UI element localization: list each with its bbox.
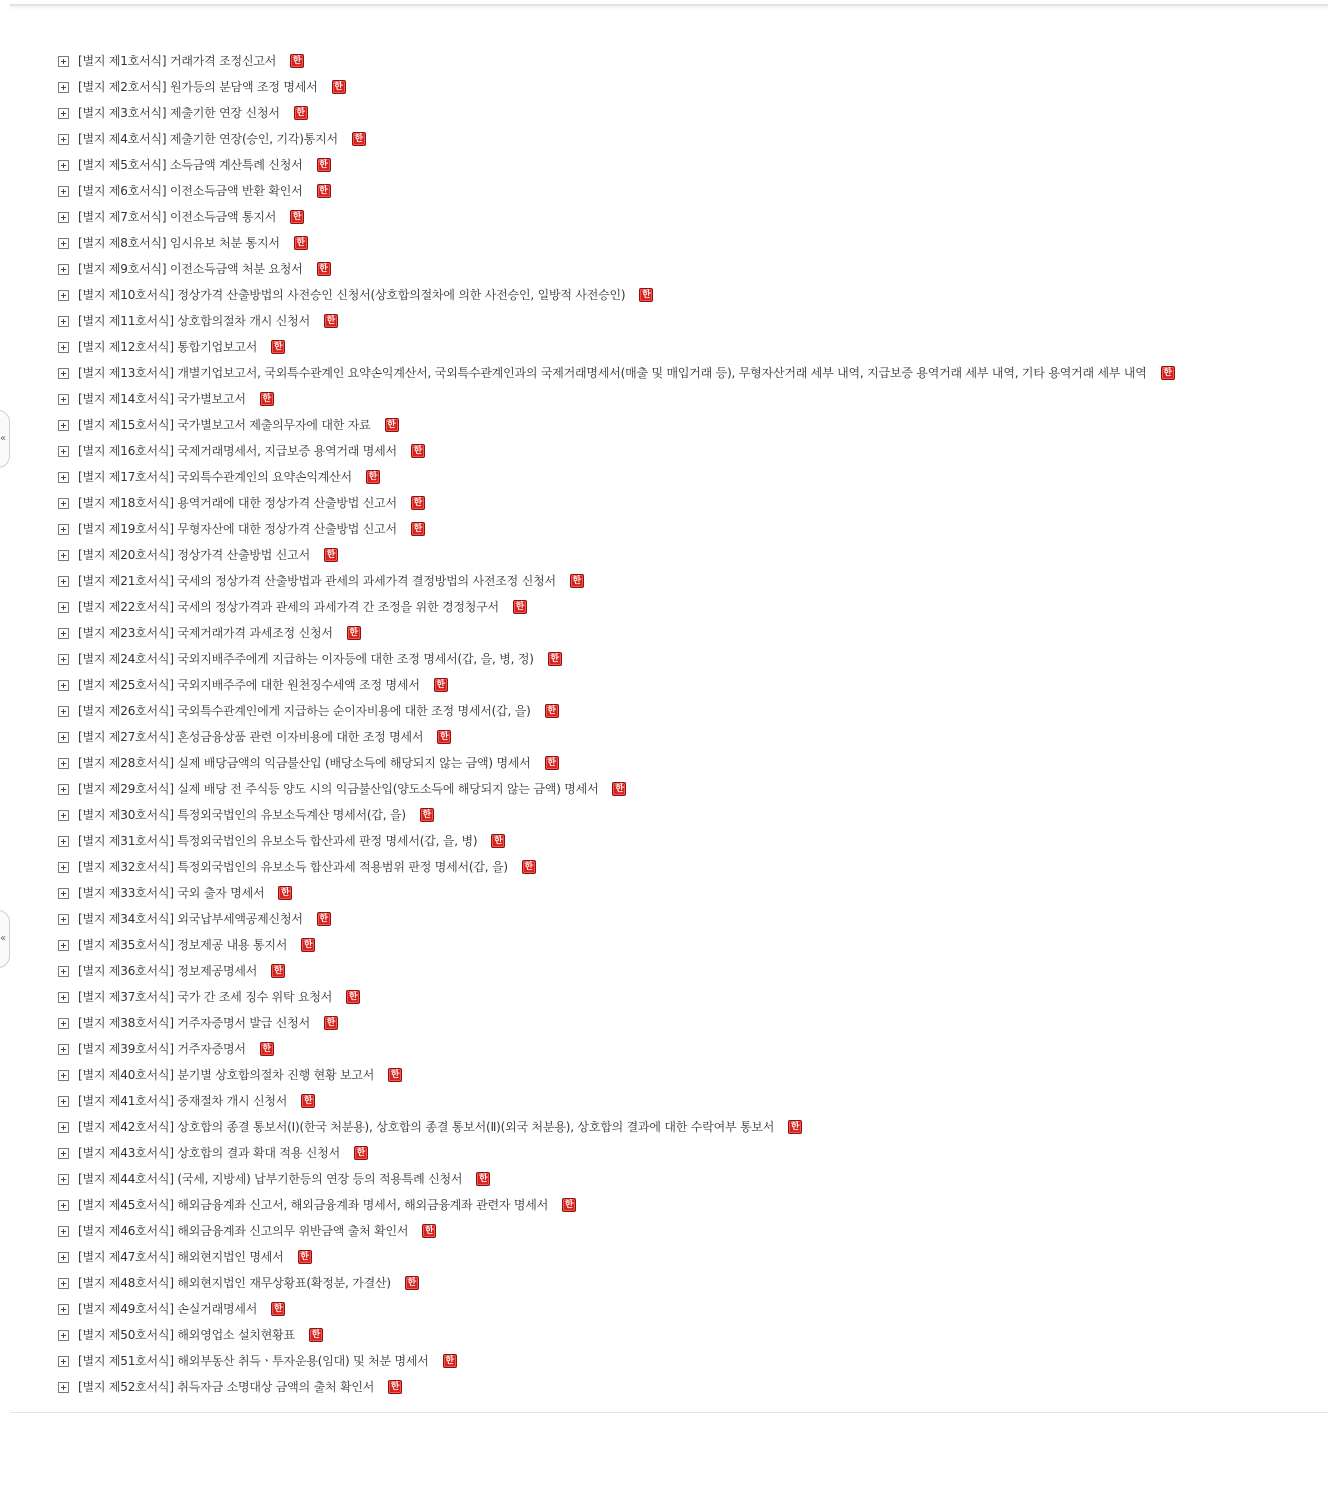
form-title-link[interactable]: [별지 제23호서식] 국제거래가격 과세조정 신청서 <box>78 626 333 640</box>
form-list-item <box>58 828 1318 854</box>
expand-plus-icon[interactable] <box>58 628 69 639</box>
form-list-item <box>58 1374 1318 1400</box>
hwp-download-icon[interactable]: 한 <box>354 1146 368 1160</box>
form-title-link[interactable]: [별지 제5호서식] 소득금액 계산특례 신청서 <box>78 158 303 172</box>
form-title-link[interactable]: [별지 제24호서식] 국외지배주주에게 지급하는 이자등에 대한 조정 명세서(갑, 을, 병, 정) <box>78 652 534 666</box>
expand-plus-icon[interactable] <box>58 1356 69 1367</box>
form-list-item <box>58 282 1318 308</box>
hwp-download-icon[interactable]: 한 <box>260 1042 274 1056</box>
hwp-download-icon[interactable]: 한 <box>437 730 451 744</box>
form-title-link[interactable]: [별지 제1호서식] 거래가격 조정신고서 <box>78 54 277 68</box>
hwp-download-icon[interactable]: 한 <box>290 54 304 68</box>
expand-plus-icon[interactable] <box>58 784 69 795</box>
form-list-item <box>58 1270 1318 1296</box>
expand-plus-icon[interactable] <box>58 238 69 249</box>
hwp-download-icon[interactable]: 한 <box>476 1172 490 1186</box>
form-list-item <box>58 750 1318 776</box>
hwp-download-icon[interactable]: 한 <box>366 470 380 484</box>
form-title-link[interactable]: [별지 제48호서식] 해외현지법인 재무상황표(확정분, 가결산) <box>78 1276 391 1290</box>
expand-plus-icon[interactable] <box>58 394 69 405</box>
hwp-download-icon[interactable]: 한 <box>317 262 331 276</box>
form-list-item <box>58 386 1318 412</box>
hwp-download-icon[interactable]: 한 <box>271 340 285 354</box>
form-list-item <box>58 178 1318 204</box>
expand-plus-icon[interactable] <box>58 1070 69 1081</box>
form-title-link[interactable]: [별지 제15호서식] 국가별보고서 제출의무자에 대한 자료 <box>78 418 371 432</box>
hwp-download-icon[interactable]: 한 <box>422 1224 436 1238</box>
form-title-link[interactable]: [별지 제46호서식] 해외금융계좌 신고의무 위반금액 출처 확인서 <box>78 1224 409 1238</box>
hwp-download-icon[interactable]: 한 <box>548 652 562 666</box>
double-chevron-left-icon: « <box>0 933 7 944</box>
form-title-link[interactable]: [별지 제30호서식] 특정외국법인의 유보소득계산 명세서(갑, 을) <box>78 808 406 822</box>
form-list-item <box>58 48 1318 74</box>
form-list-item <box>58 672 1318 698</box>
expand-plus-icon[interactable] <box>58 108 69 119</box>
form-list-item <box>58 152 1318 178</box>
hwp-download-icon[interactable]: 한 <box>324 548 338 562</box>
form-title-link[interactable]: [별지 제22호서식] 국세의 정상가격과 관세의 과세가격 간 조정을 위한 경정청구서 <box>78 600 499 614</box>
form-title-link[interactable]: [별지 제10호서식] 정상가격 산출방법의 사전승인 신청서(상호합의절차에 의한 사전승인, 일방적 사전승인) <box>78 288 626 302</box>
form-title-link[interactable]: [별지 제38호서식] 거주자증명서 발급 신청서 <box>78 1016 310 1030</box>
hwp-download-icon[interactable]: 한 <box>639 288 653 302</box>
hwp-download-icon[interactable]: 한 <box>301 1094 315 1108</box>
form-title-link[interactable]: [별지 제27호서식] 혼성금융상품 관련 이자비용에 대한 조정 명세서 <box>78 730 424 744</box>
form-title-link[interactable]: [별지 제33호서식] 국외 출자 명세서 <box>78 886 265 900</box>
form-title-link[interactable]: [별지 제45호서식] 해외금융계좌 신고서, 해외금융계좌 명세서, 해외금융계좌 관련자 명세서 <box>78 1198 549 1212</box>
expand-plus-icon[interactable] <box>58 992 69 1003</box>
expand-plus-icon[interactable] <box>58 680 69 691</box>
form-list-item <box>58 74 1318 100</box>
form-title-link[interactable]: [별지 제49호서식] 손실거래명세서 <box>78 1302 258 1316</box>
expand-plus-icon[interactable] <box>58 966 69 977</box>
form-title-link[interactable]: [별지 제44호서식] (국세, 지방세) 납부기한등의 연장 등의 적용특례 신청서 <box>78 1172 463 1186</box>
expand-plus-icon[interactable] <box>58 1200 69 1211</box>
form-list-item <box>58 1010 1318 1036</box>
hwp-download-icon[interactable]: 한 <box>545 704 559 718</box>
expand-plus-icon[interactable] <box>58 1278 69 1289</box>
form-list-item <box>58 1140 1318 1166</box>
hwp-download-icon[interactable]: 한 <box>411 496 425 510</box>
form-list-item <box>58 698 1318 724</box>
expand-plus-icon[interactable] <box>58 264 69 275</box>
form-title-link[interactable]: [별지 제35호서식] 정보제공 내용 통지서 <box>78 938 288 952</box>
form-list-item <box>58 906 1318 932</box>
form-list-item <box>58 256 1318 282</box>
form-title-link[interactable]: [별지 제32호서식] 특정외국법인의 유보소득 합산과세 적용범위 판정 명세서(갑, 을) <box>78 860 508 874</box>
expand-plus-icon[interactable] <box>58 654 69 665</box>
expand-plus-icon[interactable] <box>58 1382 69 1393</box>
expand-plus-icon[interactable] <box>58 1122 69 1133</box>
hwp-download-icon[interactable]: 한 <box>420 808 434 822</box>
hwp-download-icon[interactable]: 한 <box>271 1302 285 1316</box>
hwp-download-icon[interactable]: 한 <box>612 782 626 796</box>
expand-plus-icon[interactable] <box>58 342 69 353</box>
form-list-item <box>58 308 1318 334</box>
form-list-item <box>58 438 1318 464</box>
top-border <box>10 0 1328 6</box>
hwp-download-icon[interactable]: 한 <box>260 392 274 406</box>
hwp-download-icon[interactable]: 한 <box>522 860 536 874</box>
form-title-link[interactable]: [별지 제19호서식] 무형자산에 대한 정상가격 산출방법 신고서 <box>78 522 397 536</box>
expand-plus-icon[interactable] <box>58 1226 69 1237</box>
expand-plus-icon[interactable] <box>58 836 69 847</box>
expand-plus-icon[interactable] <box>58 290 69 301</box>
hwp-download-icon[interactable]: 한 <box>570 574 584 588</box>
hwp-download-icon[interactable]: 한 <box>324 1016 338 1030</box>
expand-plus-icon[interactable] <box>58 862 69 873</box>
hwp-download-icon[interactable]: 한 <box>317 912 331 926</box>
form-title-link[interactable]: [별지 제16호서식] 국제거래명세서, 지급보증 용역거래 명세서 <box>78 444 397 458</box>
form-title-link[interactable]: [별지 제29호서식] 실제 배당 전 주식등 양도 시의 익금불산입(양도소득에 해당되지 않는 금액) 명세서 <box>78 782 599 796</box>
hwp-download-icon[interactable]: 한 <box>290 210 304 224</box>
side-collapse-tab-upper[interactable] <box>0 410 10 468</box>
form-list-item <box>58 1088 1318 1114</box>
form-title-link[interactable]: [별지 제9호서식] 이전소득금액 처분 요청서 <box>78 262 303 276</box>
hwp-download-icon[interactable]: 한 <box>1161 366 1175 380</box>
form-title-link[interactable]: [별지 제47호서식] 해외현지법인 명세서 <box>78 1250 284 1264</box>
hwp-download-icon[interactable]: 한 <box>545 756 559 770</box>
expand-plus-icon[interactable] <box>58 1096 69 1107</box>
form-list-item <box>58 412 1318 438</box>
form-list-item <box>58 1322 1318 1348</box>
hwp-download-icon[interactable]: 한 <box>443 1354 457 1368</box>
hwp-download-icon[interactable]: 한 <box>411 444 425 458</box>
form-title-link[interactable]: [별지 제12호서식] 통합기업보고서 <box>78 340 258 354</box>
form-title-link[interactable]: [별지 제26호서식] 국외특수관계인에게 지급하는 순이자비용에 대한 조정 명세서(갑, 을) <box>78 704 531 718</box>
form-title-link[interactable]: [별지 제4호서식] 제출기한 연장(승인, 기각)통지서 <box>78 132 338 146</box>
expand-plus-icon[interactable] <box>58 576 69 587</box>
hwp-download-icon[interactable]: 한 <box>347 626 361 640</box>
side-collapse-tab-lower[interactable] <box>0 910 10 968</box>
expand-plus-icon[interactable] <box>58 602 69 613</box>
form-title-link[interactable]: [별지 제13호서식] 개별기업보고서, 국외특수관계인 요약손익계산서, 국외특수관계인과의 국제거래명세서(매출 및 매입거래 등), 무형자산거래 세부 내역, 지급보증 용역거래 세부 내역, 기타 용역거래 세부 내역 <box>78 366 1147 380</box>
hwp-download-icon[interactable]: 한 <box>788 1120 802 1134</box>
expand-plus-icon[interactable] <box>58 186 69 197</box>
form-title-link[interactable]: [별지 제39호서식] 거주자증명서 <box>78 1042 246 1056</box>
hwp-download-icon[interactable]: 한 <box>491 834 505 848</box>
hwp-download-icon[interactable]: 한 <box>317 158 331 172</box>
hwp-download-icon[interactable]: 한 <box>562 1198 576 1212</box>
expand-plus-icon[interactable] <box>58 1174 69 1185</box>
form-list-item <box>58 620 1318 646</box>
form-list-item <box>58 1062 1318 1088</box>
expand-plus-icon[interactable] <box>58 316 69 327</box>
hwp-download-icon[interactable]: 한 <box>317 184 331 198</box>
form-title-link[interactable]: [별지 제42호서식] 상호합의 종결 통보서(Ⅰ)(한국 처분용), 상호합의 종결 통보서(Ⅱ)(외국 처분용), 상호합의 결과에 대한 수락여부 통보서 <box>78 1120 775 1134</box>
form-list-item <box>58 802 1318 828</box>
hwp-download-icon[interactable]: 한 <box>385 418 399 432</box>
form-title-link[interactable]: [별지 제17호서식] 국외특수관계인의 요약손익계산서 <box>78 470 352 484</box>
form-title-link[interactable]: [별지 제7호서식] 이전소득금액 통지서 <box>78 210 277 224</box>
form-title-link[interactable]: [별지 제43호서식] 상호합의 결과 확대 적용 신청서 <box>78 1146 340 1160</box>
form-list-item <box>58 490 1318 516</box>
form-title-link[interactable]: [별지 제41호서식] 중재절차 개시 신청서 <box>78 1094 288 1108</box>
form-title-link[interactable]: [별지 제50호서식] 해외영업소 설치현황표 <box>78 1328 295 1342</box>
expand-plus-icon[interactable] <box>58 758 69 769</box>
hwp-download-icon[interactable]: 한 <box>332 80 346 94</box>
form-list-item <box>58 776 1318 802</box>
hwp-download-icon[interactable]: 한 <box>294 106 308 120</box>
form-title-link[interactable]: [별지 제11호서식] 상호합의절차 개시 신청서 <box>78 314 310 328</box>
hwp-download-icon[interactable]: 한 <box>298 1250 312 1264</box>
form-list-item <box>58 100 1318 126</box>
hwp-download-icon[interactable]: 한 <box>324 314 338 328</box>
form-list-item <box>58 230 1318 256</box>
expand-plus-icon[interactable] <box>58 498 69 509</box>
expand-plus-icon[interactable] <box>58 1018 69 1029</box>
form-title-link[interactable]: [별지 제28호서식] 실제 배당금액의 익금불산입 (배당소득에 해당되지 않는 금액) 명세서 <box>78 756 531 770</box>
bottom-border <box>10 1412 1328 1413</box>
expand-plus-icon[interactable] <box>58 472 69 483</box>
form-list-item <box>58 1036 1318 1062</box>
form-list-item <box>58 334 1318 360</box>
form-list-item <box>58 1296 1318 1322</box>
form-title-link[interactable]: [별지 제25호서식] 국외지배주주에 대한 원천징수세액 조정 명세서 <box>78 678 420 692</box>
form-title-link[interactable]: [별지 제6호서식] 이전소득금액 반환 확인서 <box>78 184 303 198</box>
form-title-link[interactable]: [별지 제18호서식] 용역거래에 대한 정상가격 산출방법 신고서 <box>78 496 397 510</box>
hwp-download-icon[interactable]: 한 <box>434 678 448 692</box>
expand-plus-icon[interactable] <box>58 160 69 171</box>
expand-plus-icon[interactable] <box>58 1304 69 1315</box>
expand-plus-icon[interactable] <box>58 368 69 379</box>
form-list-item <box>58 854 1318 880</box>
form-title-link[interactable]: [별지 제3호서식] 제출기한 연장 신청서 <box>78 106 280 120</box>
expand-plus-icon[interactable] <box>58 1044 69 1055</box>
form-list-item <box>58 1166 1318 1192</box>
expand-plus-icon[interactable] <box>58 82 69 93</box>
form-title-link[interactable]: [별지 제31호서식] 특정외국법인의 유보소득 합산과세 판정 명세서(갑, 을, 병) <box>78 834 478 848</box>
form-title-link[interactable]: [별지 제52호서식] 취득자금 소명대상 금액의 출처 확인서 <box>78 1380 375 1394</box>
hwp-download-icon[interactable]: 한 <box>346 990 360 1004</box>
form-title-link[interactable]: [별지 제34호서식] 외국납부세액공제신청서 <box>78 912 303 926</box>
hwp-download-icon[interactable]: 한 <box>309 1328 323 1342</box>
expand-plus-icon[interactable] <box>58 914 69 925</box>
expand-plus-icon[interactable] <box>58 888 69 899</box>
expand-plus-icon[interactable] <box>58 420 69 431</box>
form-list-item <box>58 932 1318 958</box>
expand-plus-icon[interactable] <box>58 134 69 145</box>
expand-plus-icon[interactable] <box>58 56 69 67</box>
expand-plus-icon[interactable] <box>58 706 69 717</box>
form-title-link[interactable]: [별지 제14호서식] 국가별보고서 <box>78 392 246 406</box>
hwp-download-icon[interactable]: 한 <box>278 886 292 900</box>
form-list-item <box>58 724 1318 750</box>
hwp-download-icon[interactable]: 한 <box>301 938 315 952</box>
expand-plus-icon[interactable] <box>58 732 69 743</box>
form-list-item <box>58 126 1318 152</box>
hwp-download-icon[interactable]: 한 <box>405 1276 419 1290</box>
form-list-item <box>58 1114 1318 1140</box>
form-list-item <box>58 360 1318 386</box>
form-list-item <box>58 568 1318 594</box>
form-list-item <box>58 516 1318 542</box>
hwp-download-icon[interactable]: 한 <box>294 236 308 250</box>
expand-plus-icon[interactable] <box>58 212 69 223</box>
form-title-link[interactable]: [별지 제20호서식] 정상가격 산출방법 신고서 <box>78 548 310 562</box>
form-list-item <box>58 1218 1318 1244</box>
form-list-item <box>58 1244 1318 1270</box>
form-list-item <box>58 594 1318 620</box>
form-list-item <box>58 958 1318 984</box>
expand-plus-icon[interactable] <box>58 446 69 457</box>
form-title-link[interactable]: [별지 제37호서식] 국가 간 조세 징수 위탁 요청서 <box>78 990 333 1004</box>
expand-plus-icon[interactable] <box>58 1252 69 1263</box>
form-list <box>58 48 1318 1400</box>
expand-plus-icon[interactable] <box>58 940 69 951</box>
form-list-item <box>58 1192 1318 1218</box>
expand-plus-icon[interactable] <box>58 1330 69 1341</box>
form-list-item <box>58 542 1318 568</box>
hwp-download-icon[interactable]: 한 <box>352 132 366 146</box>
hwp-download-icon[interactable]: 한 <box>271 964 285 978</box>
form-list-item <box>58 204 1318 230</box>
expand-plus-icon[interactable] <box>58 810 69 821</box>
form-list-item <box>58 1348 1318 1374</box>
form-list-item <box>58 464 1318 490</box>
form-title-link[interactable]: [별지 제21호서식] 국세의 정상가격 산출방법과 관세의 과세가격 결정방법의 사전조정 신청서 <box>78 574 556 588</box>
hwp-download-icon[interactable]: 한 <box>513 600 527 614</box>
form-list-item <box>58 984 1318 1010</box>
hwp-download-icon[interactable]: 한 <box>411 522 425 536</box>
form-list-item <box>58 646 1318 672</box>
expand-plus-icon[interactable] <box>58 524 69 535</box>
hwp-download-icon[interactable]: 한 <box>388 1068 402 1082</box>
double-chevron-left-icon: « <box>0 433 7 444</box>
expand-plus-icon[interactable] <box>58 1148 69 1159</box>
form-title-link[interactable]: [별지 제8호서식] 임시유보 처분 통지서 <box>78 236 280 250</box>
hwp-download-icon[interactable]: 한 <box>388 1380 402 1394</box>
form-list-item <box>58 880 1318 906</box>
form-title-link[interactable]: [별지 제51호서식] 해외부동산 취득ㆍ투자운용(임대) 및 처분 명세서 <box>78 1354 429 1368</box>
expand-plus-icon[interactable] <box>58 550 69 561</box>
form-title-link[interactable]: [별지 제2호서식] 원가등의 분담액 조정 명세서 <box>78 80 318 94</box>
form-title-link[interactable]: [별지 제40호서식] 분기별 상호합의절차 진행 현황 보고서 <box>78 1068 375 1082</box>
form-title-link[interactable]: [별지 제36호서식] 정보제공명세서 <box>78 964 258 978</box>
